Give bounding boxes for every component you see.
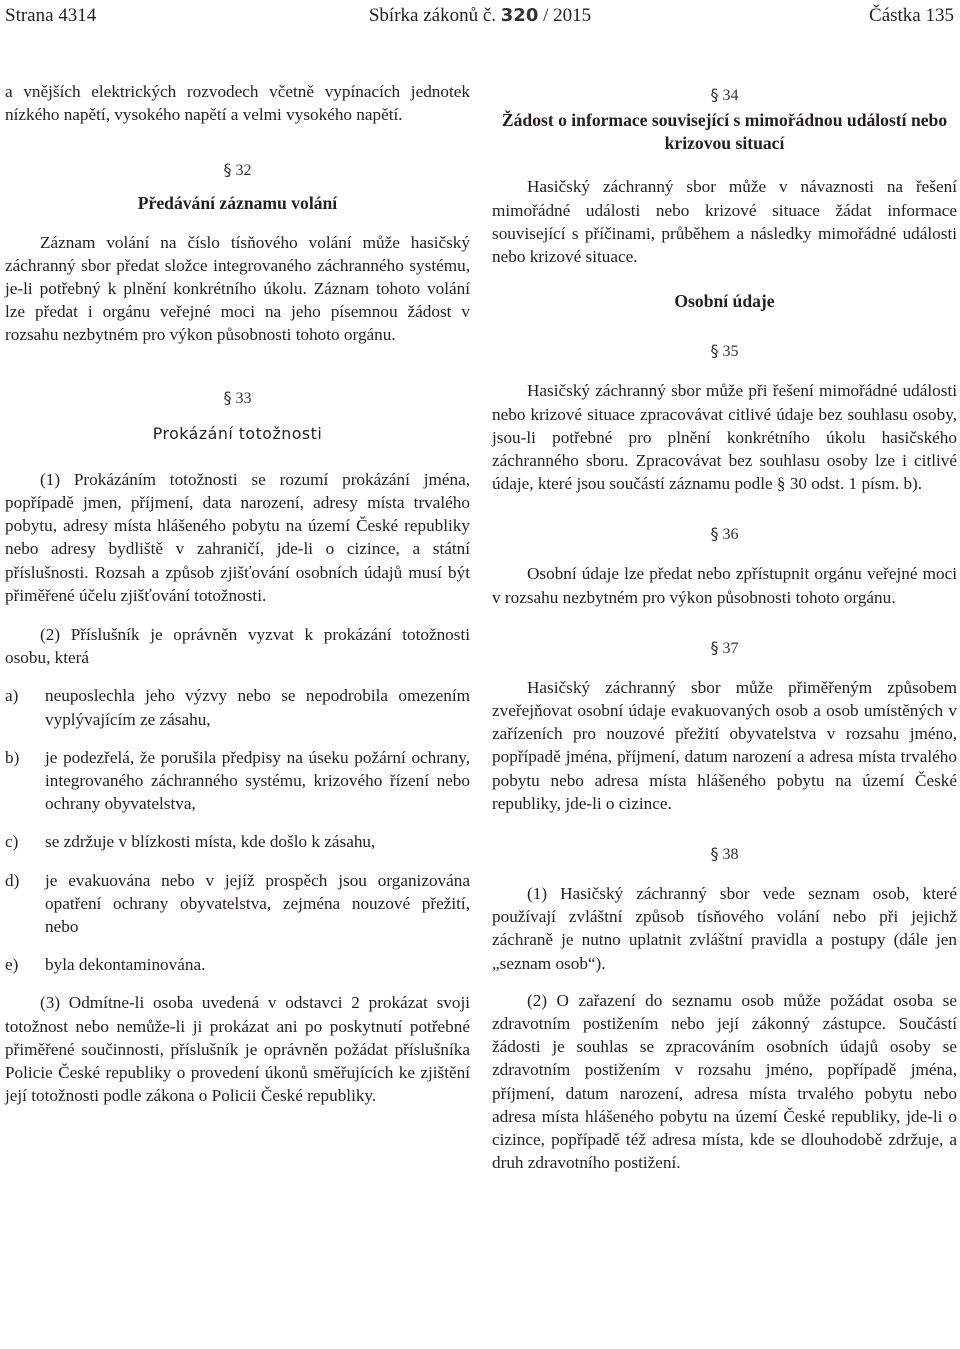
section-33-paragraph-2: (2) Příslušník je oprávněn vyzvat k prokázání totožnosti osobu, která bbox=[5, 625, 470, 668]
list-item bbox=[5, 746, 470, 816]
issue-number: Částka 135 bbox=[869, 5, 954, 26]
section-mark: § bbox=[710, 85, 719, 104]
section-mark: § bbox=[710, 524, 719, 544]
section-number: 37 bbox=[722, 639, 739, 657]
list-item-label: c) bbox=[5, 832, 19, 852]
list-item-label: b) bbox=[5, 747, 20, 767]
section-38-paragraph-1: (1) Hasičský záchranný sbor vede seznam osob, které používají zvláštní způsob tísňového volání nebo při jejichž záchraně je nutno uplatnit zvláštní pravidla a postupy (dále jen „seznam osob“). bbox=[492, 884, 957, 973]
section-number: 36 bbox=[722, 526, 739, 544]
section-32-heading bbox=[5, 158, 470, 182]
right-column bbox=[492, 80, 957, 1175]
section-number: 38 bbox=[722, 846, 739, 864]
section-33-heading bbox=[5, 386, 470, 410]
section-33-paragraph-3: (3) Odmítne-li osoba uvedená v odstavci 2 prokázat svoji totožnost nebo nemůže-li ji prokázat ani po poskytnutí potřebné přiměřené součinnosti, příslušník je oprávněn požádat příslušníka Policie České republiky o provedení úkonů směřujících ke zjištění její totožnosti podle zákona o Policii České republiky. bbox=[5, 993, 470, 1106]
list-item-text: neuposlechla jeho výzvy nebo se nepodrobila omezením vyplývajícím ze zásahu, bbox=[45, 686, 470, 729]
section-mark: § bbox=[710, 637, 719, 657]
list-item-text: se zdržuje v blízkosti místa, kde došlo k zásahu, bbox=[45, 832, 376, 852]
section-mark: § bbox=[223, 160, 232, 180]
section-34-heading bbox=[492, 83, 957, 107]
section-number: 34 bbox=[722, 87, 739, 104]
collection-prefix: Sbírka zákonů č. bbox=[368, 5, 497, 26]
section-32-title: Předávání záznamu volání bbox=[137, 193, 338, 214]
section-mark: § bbox=[710, 341, 719, 361]
left-column bbox=[5, 80, 470, 1108]
list-item-label: a) bbox=[5, 686, 19, 706]
collection-title bbox=[0, 0, 960, 31]
list-item bbox=[5, 830, 470, 853]
section-number: 32 bbox=[235, 162, 252, 180]
list-item-text: byla dekontaminována. bbox=[45, 955, 206, 975]
list-item bbox=[5, 953, 470, 976]
law-year: / 2015 bbox=[543, 5, 592, 26]
section-35-paragraph: Hasičský záchranný sbor může při řešení mimořádné události nebo krizové situace zpracovávat citlivé údaje bez souhlasu osoby, jsou-li potřebné pro plnění konkrétního úkolu hasičského záchranného sboru. Zpracovávat bez souhlasu osoby lze i citlivé údaje, které jsou součástí záznamu podle § 30 odst. 1 písm. b). bbox=[492, 381, 957, 494]
list-item bbox=[5, 684, 470, 730]
section-mark: § bbox=[710, 844, 719, 864]
page-number: Strana 4314 bbox=[5, 5, 97, 26]
continued-paragraph: a vnějších elektrických rozvodech včetně vypínacích jednotek nízkého napětí, vysokého napětí a velmi vysokého napětí. bbox=[5, 82, 470, 125]
section-33-title: Prokázání totožnosti bbox=[152, 423, 323, 443]
section-38-paragraph-2: (2) O zařazení do seznamu osob může požádat osoba se zdravotním postižením nebo její zákonný zástupce. Součástí žádosti je souhlas se zpracováním osobních údajů osoby se zdravotním postižením v rozsahu jméno, popřípadě jména, příjmení, datum narození, adresa místa trvalého pobytu nebo adresa místa hlášeného pobytu na území České republiky, jde-li o cizince, popřípadě též adresa místa, kde se dlouhodobě zdržuje, a druh zdravotního postižení. bbox=[492, 990, 957, 1173]
page-header bbox=[0, 0, 960, 31]
section-37-heading bbox=[492, 636, 957, 660]
list-item bbox=[5, 869, 470, 939]
section-32-paragraph: Záznam volání na číslo tísňového volání může hasičský záchranný sbor předat složce integrovaného záchranného systému, je-li potřebný k plnění konkrétního úkolu. Záznam tohoto volání lze předat i orgánu veřejné moci na jeho písemnou žádost v rozsahu nezbytném pro výkon působnosti tohoto orgánu. bbox=[5, 232, 470, 345]
section-number: 35 bbox=[722, 343, 739, 361]
section-mark: § bbox=[223, 387, 232, 407]
section-36-paragraph: Osobní údaje lze předat nebo zpřístupnit orgánu veřejné moci v rozsahu nezbytném pro výkon působnosti tohoto orgánu. bbox=[492, 564, 957, 607]
list-item-text: je podezřelá, že porušila předpisy na úseku požární ochrany, integrovaného záchranného systému, krizového řízení nebo ochrany obyvatelstva, bbox=[45, 747, 470, 814]
law-number: 320 bbox=[500, 5, 539, 26]
section-36-heading bbox=[492, 522, 957, 546]
section-35-heading bbox=[492, 339, 957, 363]
section-38-heading bbox=[492, 842, 957, 866]
list-item-text: je evakuována nebo v jejíž prospěch jsou organizována opatření ochrany obyvatelstva, zejména nouzové přežití, nebo bbox=[45, 870, 470, 937]
section-33-list bbox=[5, 684, 470, 976]
section-34-title: Žádost o informace související s mimořádnou událostí nebo krizovou situací bbox=[501, 110, 948, 154]
list-item-label: d) bbox=[5, 870, 20, 890]
section-37-paragraph: Hasičský záchranný sbor může přiměřeným způsobem zveřejňovat osobní údaje evakuovaných osob a osob umístěných v zařízeních pro nouzové přežití obyvatelstva v rozsahu jméno, popřípadě jména, příjmení, datum narození a adresa místa trvalého pobytu nebo adresa místa hlášeného pobytu na území České republiky, jde-li o cizince. bbox=[492, 677, 957, 813]
section-34-paragraph: Hasičský záchranný sbor může v návaznosti na řešení mimořádné události nebo krizové situace žádat informace související s příčinami, průběhem a následky mimořádné události nebo krizové situace. bbox=[492, 177, 957, 267]
section-33-paragraph-1: (1) Prokázáním totožnosti se rozumí prokázání jména, popřípadě jmen, příjmení, data narození, adresy místa trvalého pobytu, adresy místa hlášeného pobytu na území České republiky nebo adresy bydliště v zahraničí, jde-li o cizince, a státní příslušnosti. Rozsah a způsob zjišťování osobních údajů musí být přiměřené účelu zjišťování totožnosti. bbox=[5, 469, 470, 605]
subheading-personal-data: Osobní údaje bbox=[674, 291, 775, 312]
section-number: 33 bbox=[235, 389, 252, 407]
list-item-label: e) bbox=[5, 955, 19, 975]
